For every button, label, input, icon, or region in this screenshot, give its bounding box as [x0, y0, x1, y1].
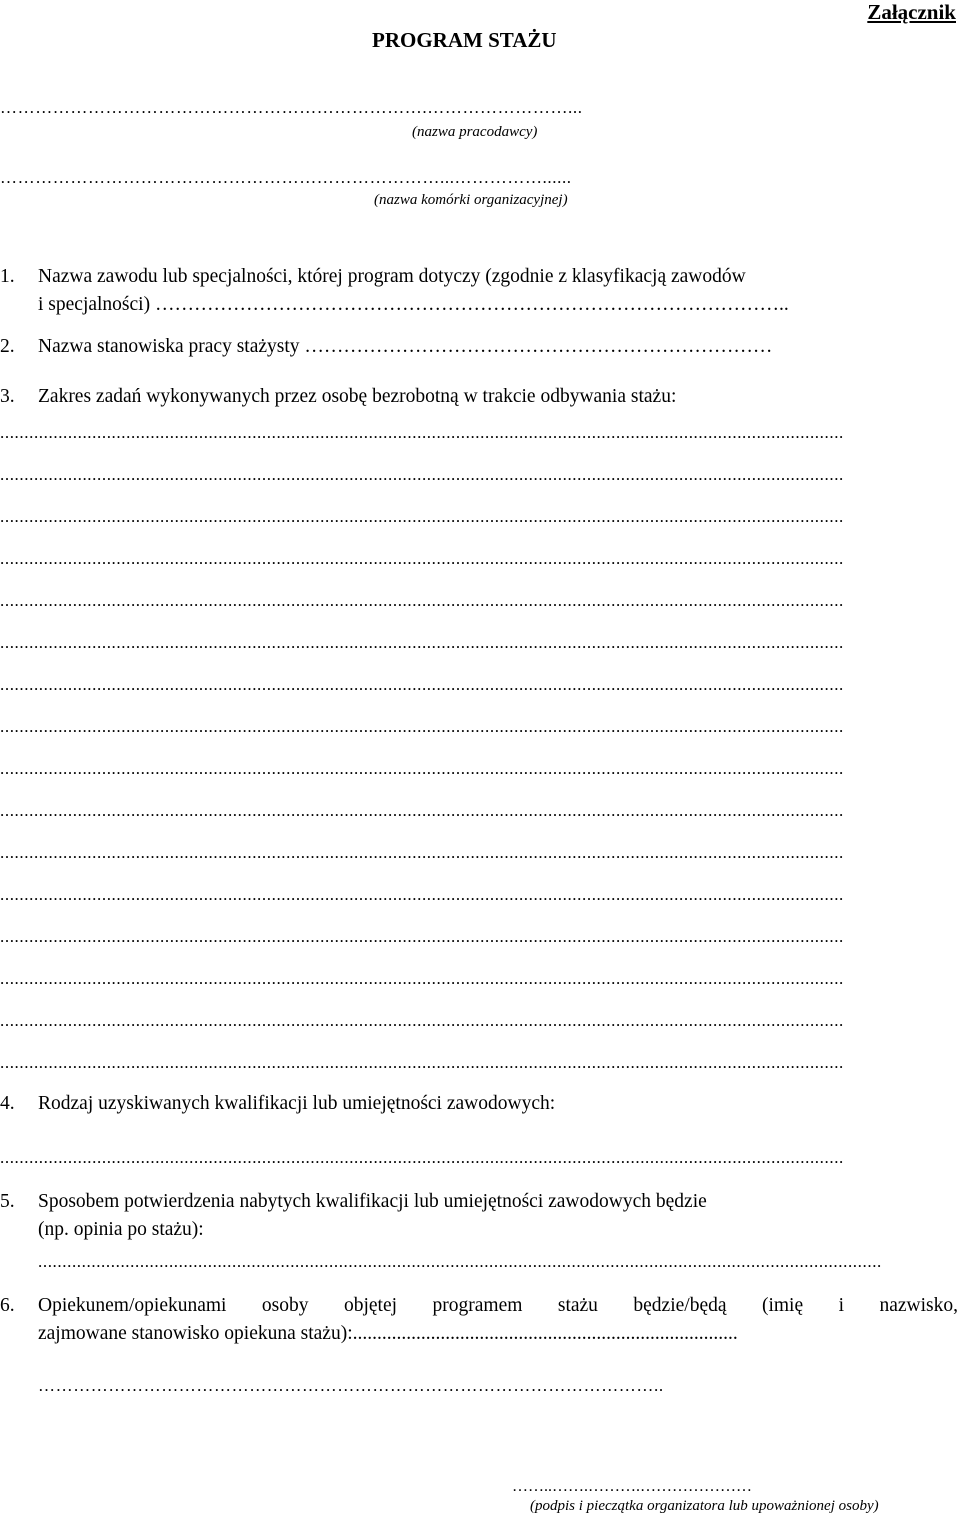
item-6-extra-line: …………………………………………………………………………………………….. [38, 1376, 664, 1395]
item-3-number: 3. [0, 386, 15, 407]
item-3-answer-line: .............................................................................................................................................................................. [0, 675, 844, 694]
item-4-text: Rodzaj uzyskiwanych kwalifikacji lub umiejętności zawodowych: [38, 1093, 556, 1114]
item-5-number: 5. [0, 1191, 15, 1212]
signature-dotted-line: ……..…….……….………………… [512, 1478, 752, 1495]
item-2-number: 2. [0, 336, 15, 357]
item-3-answer-line: .............................................................................................................................................................................. [0, 927, 844, 946]
item-3-answer-line: .............................................................................................................................................................................. [0, 1053, 844, 1072]
item-6-number: 6. [0, 1295, 15, 1316]
item-2-text: Nazwa stanowiska pracy stażysty ……………………………………………………………… [38, 336, 773, 357]
item-3-answer-line: .............................................................................................................................................................................. [0, 465, 844, 484]
item-3-answer-line: .............................................................................................................................................................................. [0, 633, 844, 652]
item-5-answer-line: .............................................................................................................................................................................. [38, 1252, 882, 1271]
page-title: PROGRAM STAŻU [372, 28, 557, 52]
item-5-text: Sposobem potwierdzenia nabytych kwalifikacji lub umiejętności zawodowych będzie [38, 1191, 707, 1212]
item-3-answer-line: .............................................................................................................................................................................. [0, 801, 844, 820]
item-3-answer-line: .............................................................................................................................................................................. [0, 1011, 844, 1030]
item-1-number: 1. [0, 266, 15, 287]
attachment-label: Załącznik [867, 0, 956, 24]
item-1-text: Nazwa zawodu lub specjalności, której program dotyczy (zgodnie z klasyfikacją zawodów [38, 266, 746, 287]
item-3-answer-line: .............................................................................................................................................................................. [0, 717, 844, 736]
item-3-answer-line: .............................................................................................................................................................................. [0, 423, 844, 442]
item-3-answer-line: .............................................................................................................................................................................. [0, 549, 844, 568]
item-3-text: Zakres zadań wykonywanych przez osobę bezrobotną w trakcie odbywania stażu: [38, 386, 677, 407]
item-3-answer-line: .............................................................................................................................................................................. [0, 507, 844, 526]
employer-dotted-line: ……………………………………………………………….……………………... [0, 98, 583, 117]
item-3-answer-line: .............................................................................................................................................................................. [0, 843, 844, 862]
employer-caption: (nazwa pracodawcy) [412, 124, 538, 140]
item-3-answer-line: .............................................................................................................................................................................. [0, 885, 844, 904]
item-3-answer-line: .............................................................................................................................................................................. [0, 969, 844, 988]
item-4-answer-line: .............................................................................................................................................................................. [0, 1148, 844, 1167]
item-1-line2: i specjalności) …………………………………………………………………………………….. [38, 294, 789, 315]
unit-dotted-line: …………………………………………………………………...……………...... [0, 168, 572, 187]
item-3-answer-line: .............................................................................................................................................................................. [0, 759, 844, 778]
item-3-answer-line: .............................................................................................................................................................................. [0, 591, 844, 610]
item-6-line2: zajmowane stanowisko opiekuna stażu):............................................................................... [38, 1323, 738, 1344]
item-6-text: Opiekunem/opiekunami osoby objętej programem stażu będzie/będą (imię i nazwisko, [38, 1295, 958, 1316]
item-5-line2: (np. opinia po stażu): [38, 1219, 204, 1240]
signature-caption: (podpis i pieczątka organizatora lub upoważnionej osoby) [530, 1498, 879, 1514]
unit-caption: (nazwa komórki organizacyjnej) [374, 192, 568, 208]
item-4-number: 4. [0, 1093, 15, 1114]
